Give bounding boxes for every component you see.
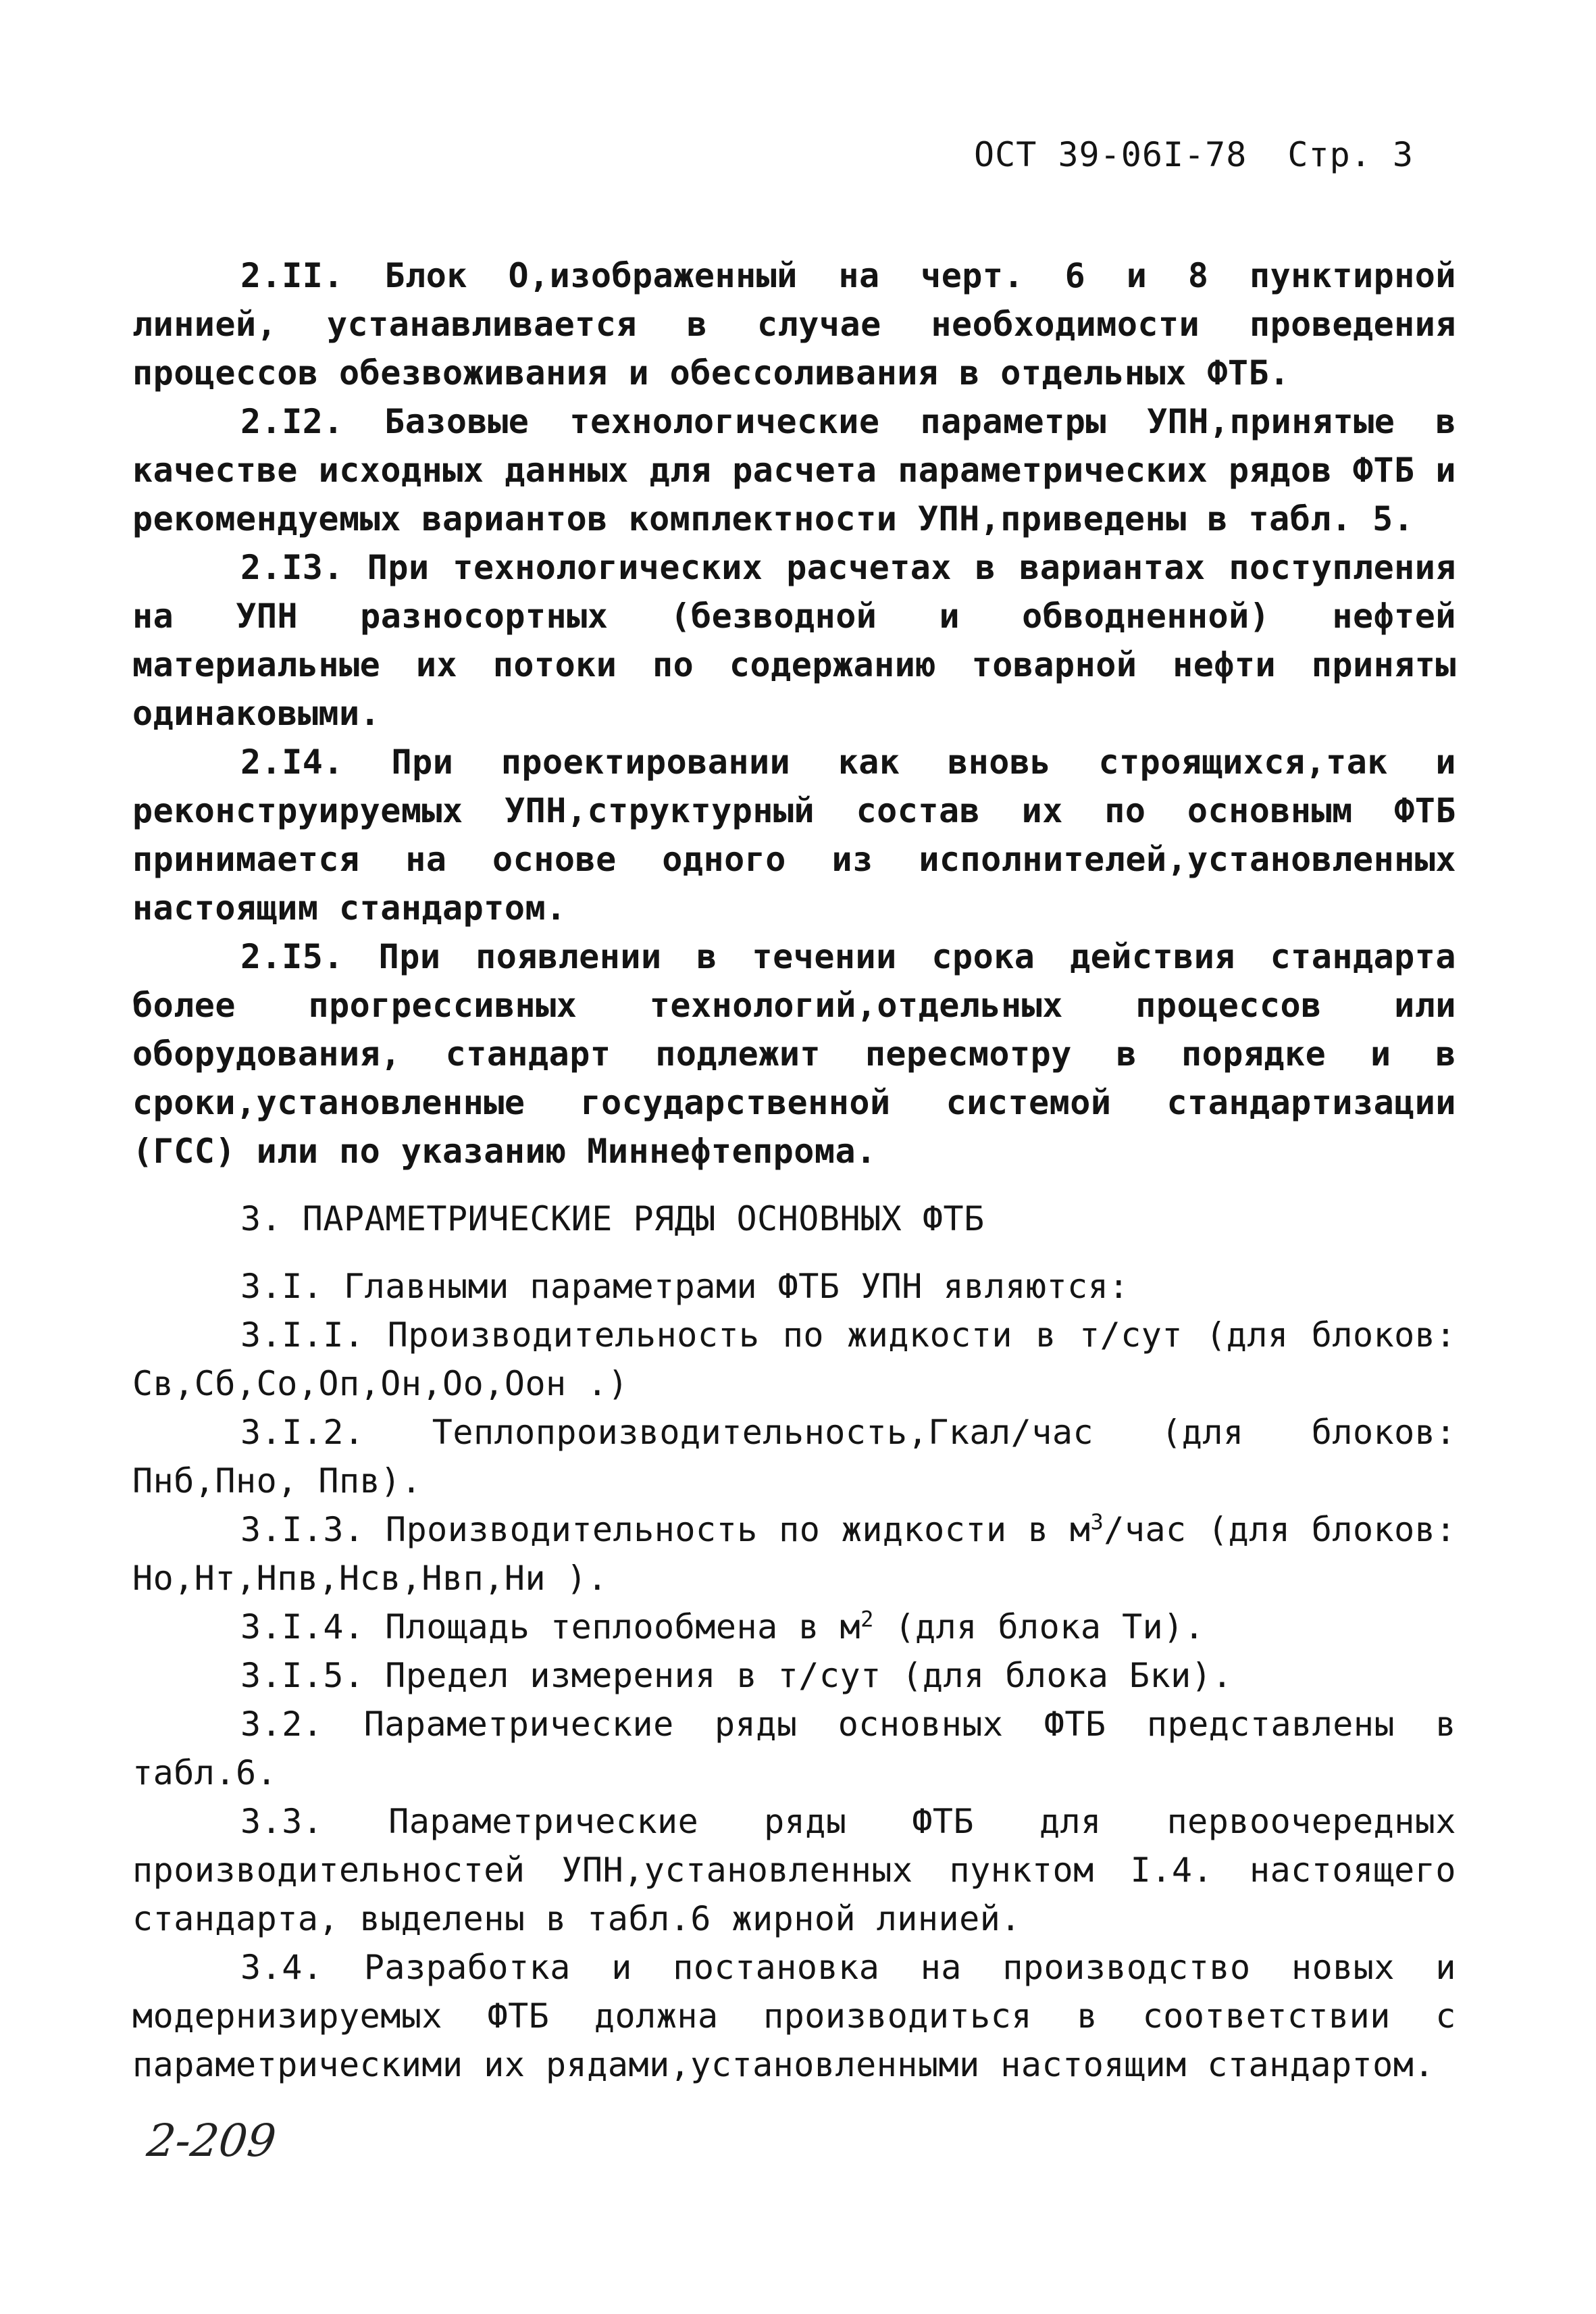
paragraph-3-1-4-text-cont: (для блока Ти). (873, 1607, 1205, 1646)
paragraph-2-14: 2.I4. При проектировании как вновь строящихся,так и реконструируемых УПН,структурный состав их по основным ФТБ принимается на основе одного из исполнителей,установленных настоящим стандартом. (132, 743, 1456, 928)
handwritten-page-number: 2-209 (144, 2115, 279, 2167)
paragraph-3-1: 3.I. Главными параметрами ФТБ УПН являются: (240, 1267, 1129, 1306)
square-superscript: 2 (860, 1606, 874, 1632)
paragraph-3-1-4 (132, 1603, 1456, 1651)
paragraph-3-1-3 (132, 1505, 1456, 1603)
paragraph-3-2: 3.2. Параметрические ряды основных ФТБ представлены в табл.6. (132, 1705, 1456, 1792)
paragraph-3-1-2: 3.I.2. Теплопроизводительность,Гкал/час (для блоков: Пнб,Пно, Ппв). (132, 1413, 1456, 1501)
paragraph-3-3: 3.3. Параметрические ряды ФТБ для первоочередных производительностей УПН,установленных пунктом I.4. настоящего стандарта, выделены в табл.6 жирной линией. (132, 1802, 1456, 1938)
paragraph-3-1-3-text: 3.I.3. Производительность по жидкости в м (240, 1510, 1091, 1549)
document-code: ОСТ 39-06I-78 (974, 135, 1247, 174)
document-body (132, 251, 1456, 2089)
paragraph-3-1-1: 3.I.I. Производительность по жидкости в т/сут (для блоков: Св,Сб,Со,Оп,Он,Оо,Оон .) (132, 1315, 1456, 1403)
paragraph-3-1-4-text: 3.I.4. Площадь теплообмена в м (240, 1607, 861, 1646)
page-number: Стр. 3 (1287, 135, 1414, 174)
paragraph-3-1-5: 3.I.5. Предел измерения в т/сут (для блока Бки). (240, 1656, 1233, 1695)
paragraph-2-11: 2.II. Блок О,изображенный на черт. 6 и 8 пунктирной линией, устанавливается в случае необходимости проведения процессов обезвоживания и обессоливания в отдельных ФТБ. (132, 256, 1456, 393)
page-header (974, 135, 1414, 174)
cubic-superscript: 3 (1090, 1509, 1104, 1535)
paragraph-3-1-3-text-cont: /час (для блоков: Но,Нт,Нпв,Нсв,Нвп,Ни ). (132, 1510, 1456, 1598)
paragraph-2-13: 2.I3. При технологических расчетах в вариантах поступления на УПН разносортных (безводной и обводненной) нефтей материальные их потоки по содержанию товарной нефти приняты одинаковыми. (132, 548, 1456, 733)
paragraph-2-15: 2.I5. При появлении в течении срока действия стандарта более прогрессивных технологий,отдельных процессов или оборудования, стандарт подлежит пересмотру в порядке и в сроки,установленные государственной системой стандартизации (ГСС) или по указанию Миннефтепрома. (132, 937, 1456, 1171)
paragraph-3-4: 3.4. Разработка и постановка на производство новых и модернизируемых ФТБ должна производиться в соответствии с параметрическими их рядами,установленными настоящим стандартом. (132, 1948, 1456, 2084)
section-3-heading: 3. ПАРАМЕТРИЧЕСКИЕ РЯДЫ ОСНОВНЫХ ФТБ (240, 1199, 985, 1238)
paragraph-2-12: 2.I2. Базовые технологические параметры УПН,принятые в качестве исходных данных для расчета параметрических рядов ФТБ и рекомендуемых вариантов комплектности УПН,приведены в табл. 5. (132, 402, 1456, 538)
